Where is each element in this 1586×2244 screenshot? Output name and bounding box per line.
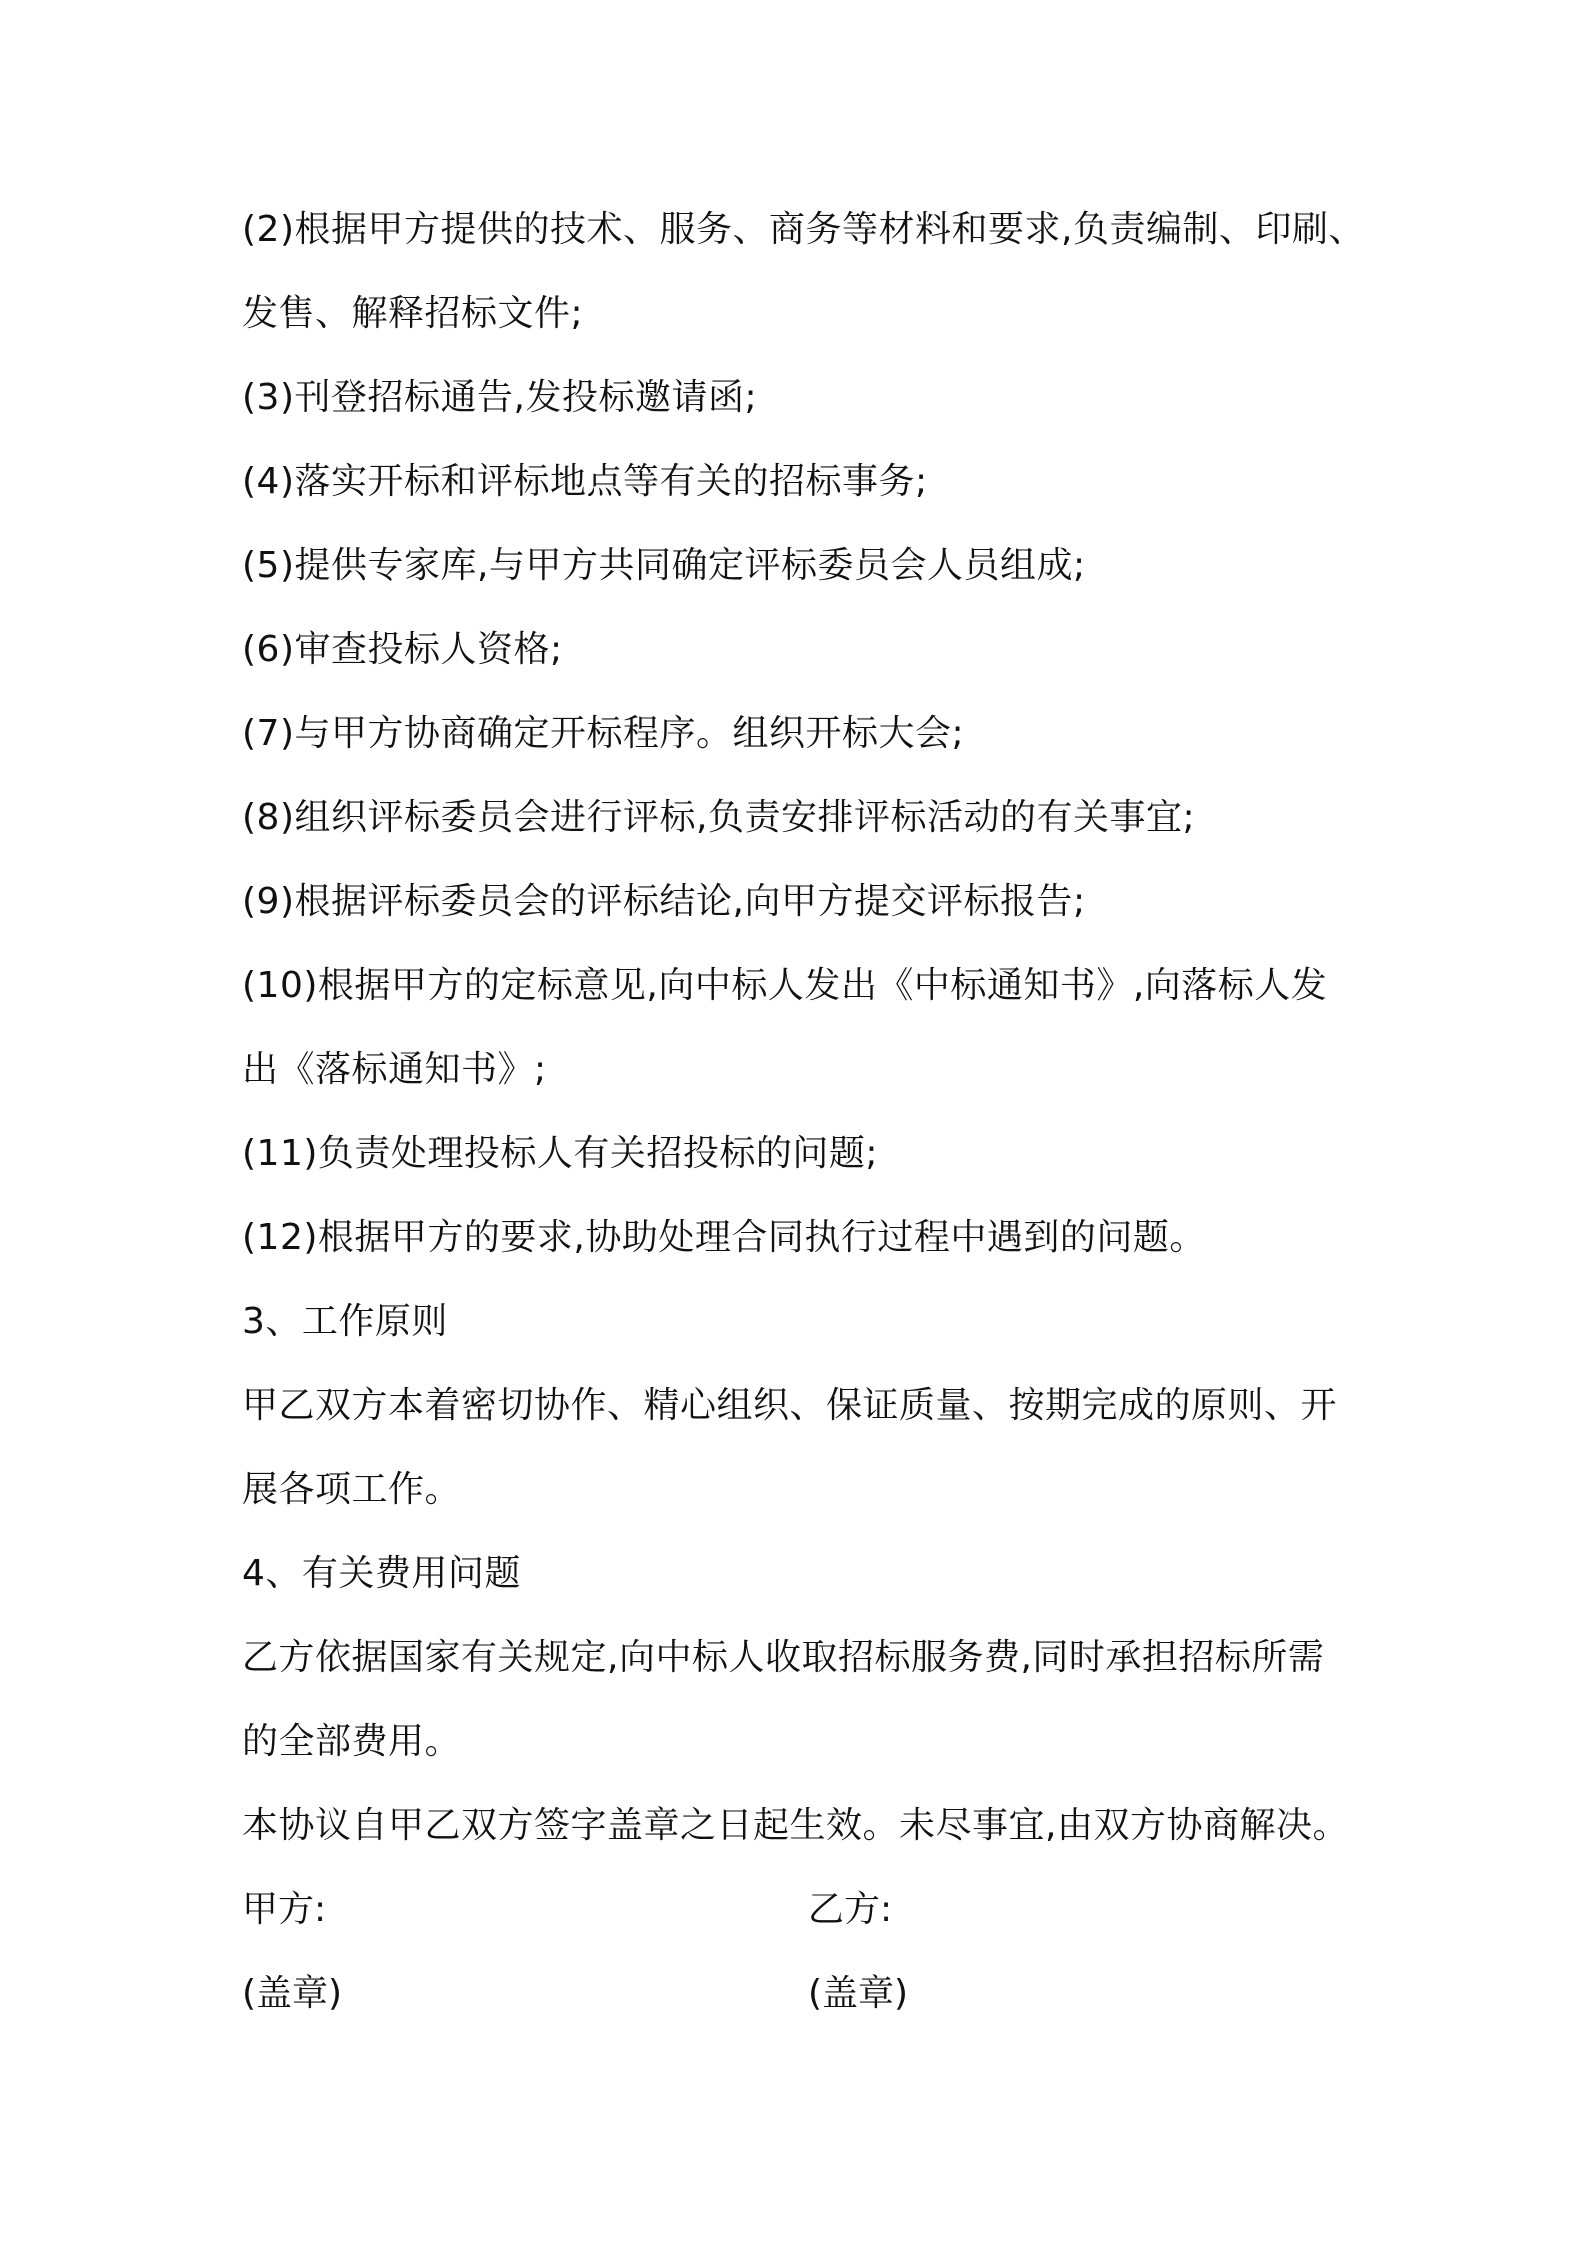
clause-11: (11)负责处理投标人有关招投标的问题; <box>242 1133 879 1174</box>
party-a-label: 甲方: <box>242 1889 327 1930</box>
section-3-text-line-1: 甲乙双方本着密切协作、精心组织、保证质量、按期完成的原则、开 <box>242 1385 1338 1426</box>
section-3-text-line-2: 展各项工作。 <box>242 1469 462 1510</box>
section-3-heading: 3、工作原则 <box>242 1301 448 1342</box>
document-body <box>242 198 1392 2046</box>
clause-7: (7)与甲方协商确定开标程序。组织开标大会; <box>242 713 965 754</box>
section-4-heading: 4、有关费用问题 <box>242 1553 521 1594</box>
party-b-label: 乙方: <box>808 1889 893 1930</box>
clause-2-line-1: (2)根据甲方提供的技术、服务、商务等材料和要求,负责编制、印刷、 <box>242 209 1365 250</box>
clause-3: (3)刊登招标通告,发投标邀请函; <box>242 377 758 418</box>
clause-10-line-2: 出《落标通知书》; <box>242 1049 547 1090</box>
signature-labels-row <box>242 1878 1392 1962</box>
section-4-text-line-2: 的全部费用。 <box>242 1721 462 1762</box>
section-4-text-line-1: 乙方依据国家有关规定,向中标人收取招标服务费,同时承担招标所需 <box>242 1637 1325 1678</box>
clause-10-line-1: (10)根据甲方的定标意见,向中标人发出《中标通知书》,向落标人发 <box>242 965 1328 1006</box>
clause-2-line-2: 发售、解释招标文件; <box>242 293 584 334</box>
clause-4: (4)落实开标和评标地点等有关的招标事务; <box>242 461 928 502</box>
party-a-seal: (盖章) <box>242 1973 343 2014</box>
clause-5: (5)提供专家库,与甲方共同确定评标委员会人员组成; <box>242 545 1086 586</box>
clause-9: (9)根据评标委员会的评标结论,向甲方提交评标报告; <box>242 881 1086 922</box>
clause-8: (8)组织评标委员会进行评标,负责安排评标活动的有关事宜; <box>242 797 1196 838</box>
effectivity-clause: 本协议自甲乙双方签字盖章之日起生效。未尽事宜,由双方协商解决。 <box>242 1805 1349 1846</box>
signature-seals-row <box>242 1962 1392 2046</box>
party-b-seal: (盖章) <box>808 1973 909 2014</box>
clause-12: (12)根据甲方的要求,协助处理合同执行过程中遇到的问题。 <box>242 1217 1206 1258</box>
clause-6: (6)审查投标人资格; <box>242 629 563 670</box>
